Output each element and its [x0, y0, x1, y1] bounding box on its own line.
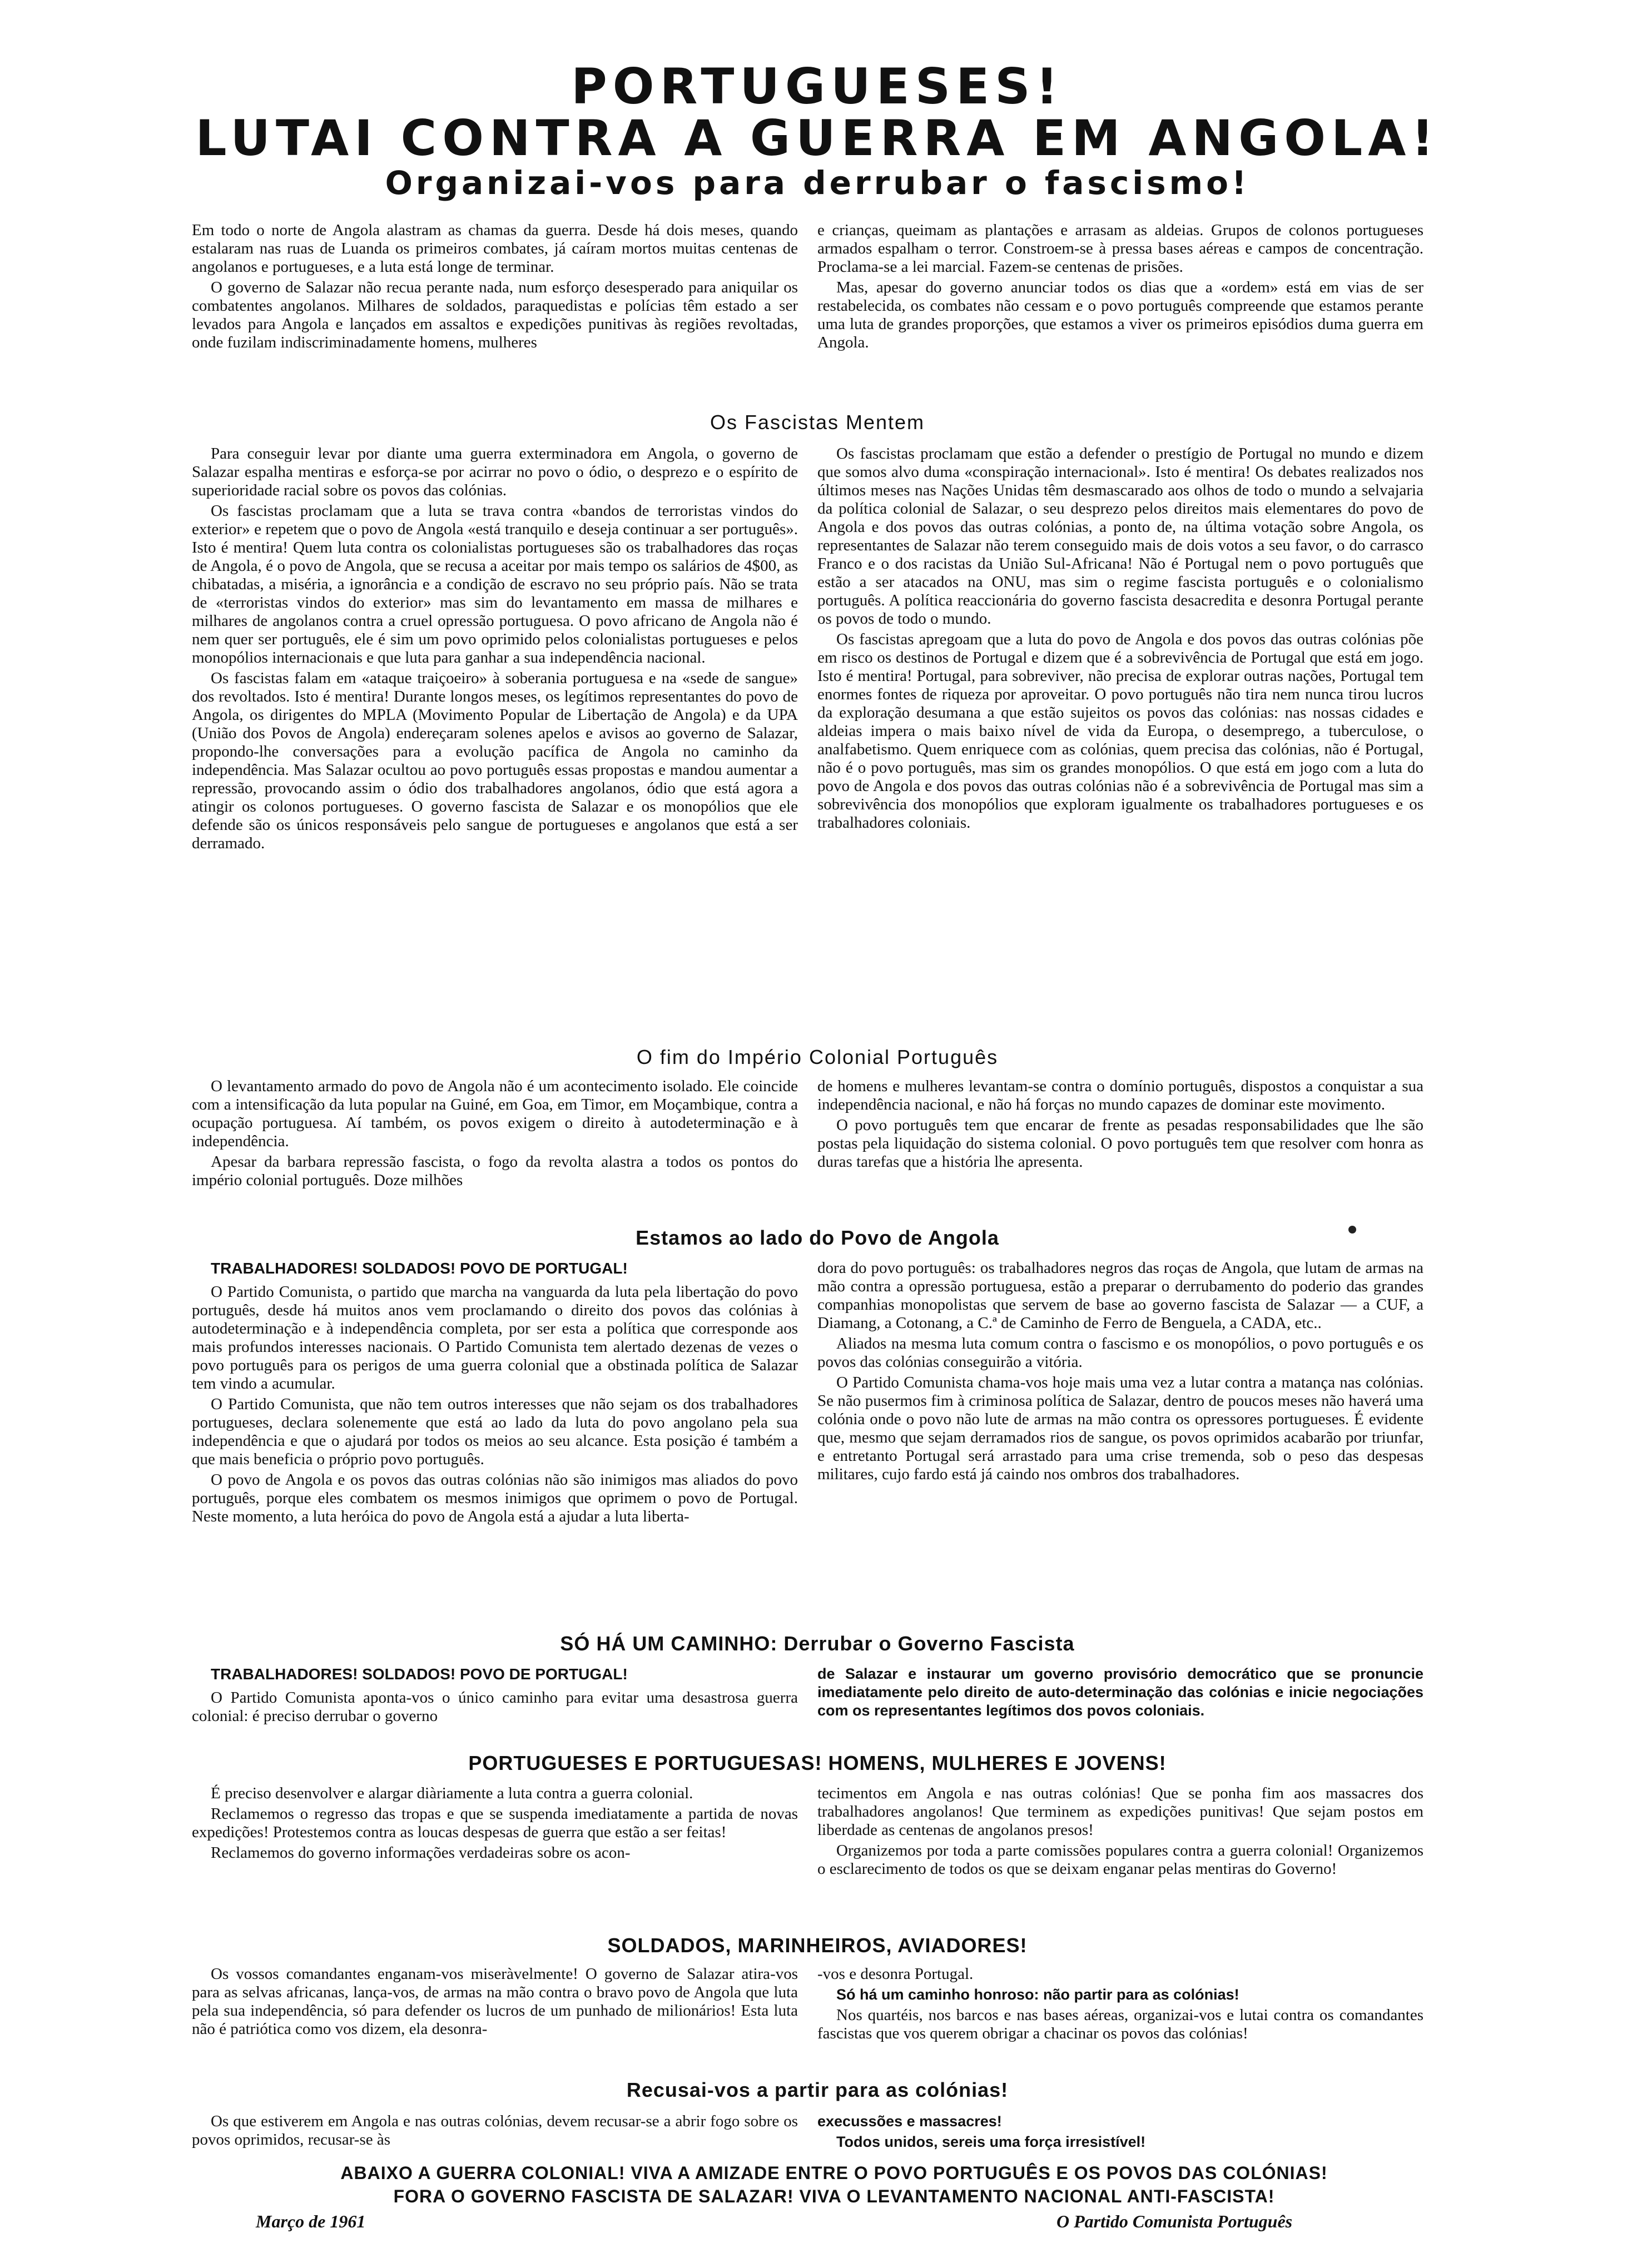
section1-left-column [192, 445, 798, 1034]
section-heading-portugueses-e-portuguesas: PORTUGUESES E PORTUGUESAS! HOMENS, MULHERES E JOVENS! [468, 1752, 1167, 1774]
section6-paragraph: Só há um caminho honroso: não partir para as colónias! [836, 1986, 1239, 2003]
section7-left-column [192, 2112, 798, 2162]
section1-paragraph: Os fascistas proclamam que estão a defender o prestígio de Portugal no mundo e dizem que somos alvo duma «conspiração internacional». Isto é mentira! Os debates realizados nos últimos meses nas Nações Unidas têm desmascarado aos olhos de todo o mundo a selvajaria da política colonial de Salazar, o seu desprezo pelos direitos mais elementares do povo de Angola e dos povos das outras colónias, a ponto de, na última votação sobre Angola, os representantes de Salazar não terem conseguido mais de dois votos a seu favor, o do carrasco Franco e o dos racistas da União Sul-Africana! Não é Portugal nem o povo português que estão a ser atacados na ONU, mas sim o regime fascista português e o colonialismo português. A política reaccionária do governo fascista desacredita e desonra Portugal perante os povos de todo o mundo. [817, 445, 1423, 628]
section2-paragraph: O povo português tem que encarar de frente as pesadas responsabilidades que lhe são postas pela liquidação do sistema colonial. O povo português tem que resolver com honra as duras tarefas que a história lhe apresenta. [817, 1116, 1423, 1171]
section3-paragraph: dora do povo português: os trabalhadores negros das roças de Angola, que lutam de armas na mão contra a opressão portuguesa, estão a preparar o derrubamento do poderio das grandes companhias monopolistas que servem de base ao governo fascista de Salazar — a CUF, a Diamang, a Cotonang, a C.ª de Caminho de Ferro de Benguela, a CADA, etc.. [817, 1259, 1423, 1332]
title-line-2: LUTAI CONTRA A GUERRA EM ANGOLA! [195, 110, 1440, 167]
section2-paragraph: O levantamento armado do povo de Angola não é um acontecimento isolado. Ele coincide com a intensificação da luta popular na Guiné, em Goa, em Timor, em Moçambique, contra a ocupação portuguesa. Aí também, os povos exigem o direito à autodeterminação e à independência. [192, 1077, 798, 1150]
section4-paragraph: O Partido Comunista aponta-vos o único caminho para evitar uma desastrosa guerra colonial: é preciso derrubar o governo [192, 1689, 798, 1725]
section3-right-column [817, 1259, 1423, 1637]
section4-paragraph: de Salazar e instaurar um governo provisório democrático que se pronuncie imediatamente pelo direito de auto-determinação das colónias e inicie negociações com os representantes legítimos dos povos coloniais. [817, 1665, 1423, 1719]
section1-paragraph: Os fascistas falam em «ataque traiçoeiro» à soberania portuguesa e na «sede de sangue» dos revoltados. Isto é mentira! Durante longos meses, os legítimos representantes do povo de Angola, os dirigentes do MPLA (Movimento Popular de Libertação de Angola) e da UPA (União dos Povos de Angola) endereçaram solenes apelos e avisos ao governo de Salazar, propondo-lhe conversações para a evolução pacífica de Angola no caminho da independência. Mas Salazar ocultou ao povo português essas propostas e mandou aumentar a repressão, provocando assim o ódio dos trabalhadores angolanos, ódio que está agora a atingir os colonos portugueses. O governo fascista de Salazar e os monopólios que ele defende são os únicos responsáveis pelo sangue de portugueses e angolanos que está a ser derramado. [192, 669, 798, 852]
section7-paragraph: Todos unidos, sereis uma força irresistível! [836, 2133, 1146, 2150]
section5-left-column [192, 1784, 798, 1934]
section1-right-column [817, 445, 1423, 1034]
section3-lead: TRABALHADORES! SOLDADOS! POVO DE PORTUGAL! [211, 1260, 628, 1277]
section7-right-column [817, 2112, 1423, 2162]
section4-right-column [817, 1665, 1423, 1748]
section2-paragraph: Apesar da barbara repressão fascista, o fogo da revolta alastra a todos os pontos do império colonial português. Doze milhões [192, 1153, 798, 1189]
footer-slogan-1: ABAIXO A GUERRA COLONIAL! VIVA A AMIZADE ENTRE O POVO PORTUGUÊS E OS POVOS DAS COLÓNIAS! [340, 2163, 1328, 2183]
intro-paragraph: Mas, apesar do governo anunciar todos os dias que a «ordem» está em vias de ser restabelecida, os combates não cessam e o povo português compreende que estamos perante uma luta de grandes proporções, que estamos a viver os primeiros episódios duma guerra em Angola. [817, 278, 1423, 351]
section5-paragraph: tecimentos em Angola e nas outras colónias! Que se ponha fim aos massacres dos trabalhadores angolanos! Que terminem as expedições punitivas! Que sejam postos em liberdade as centenas de angolanos presos! [817, 1784, 1423, 1839]
intro-paragraph: e crianças, queimam as plantações e arrasam as aldeias. Grupos de colonos portugueses armados espalham o terror. Constroem-se à pressa bases aéreas e campos de concentração. Proclama-se a lei marcial. Fazem-se centenas de prisões. [817, 221, 1423, 276]
section6-paragraph: Os vossos comandantes enganam-vos miseràvelmente! O governo de Salazar atira-vos para as selvas africanas, lança-vos, de armas na mão contra o bravo povo de Angola que luta pela sua independência, só para defender os lucros de um punhado de milionários! Esta luta não é patriótica como vos dizem, ela desonra- [192, 1965, 798, 2038]
section-heading-fascistas-mentem: Os Fascistas Mentem [710, 411, 925, 434]
section5-paragraph: Reclamemos do governo informações verdadeiras sobre os acon- [211, 1844, 631, 1862]
section-heading-estamos-ao-lado: Estamos ao lado do Povo de Angola [636, 1226, 999, 1249]
section-heading-fim-imperio: O fim do Império Colonial Português [636, 1046, 999, 1068]
section-heading-soldados-marinheiros: SOLDADOS, MARINHEIROS, AVIADORES! [607, 1934, 1028, 1957]
section4-left-column [192, 1665, 798, 1748]
section7-paragraph: execussões e massacres! [817, 2113, 1002, 2130]
section3-paragraph: Aliados na mesma luta comum contra o fascismo e os monopólios, o povo português e os povos das colónias conseguirão a vitória. [817, 1335, 1423, 1371]
intro-paragraph: Em todo o norte de Angola alastram as chamas da guerra. Desde há dois meses, quando estalaram nas ruas de Luanda os primeiros combates, já caíram mortos muitas centenas de angolanos e portugueses, e a luta está longe de terminar. [192, 221, 798, 276]
section3-paragraph: O Partido Comunista, o partido que marcha na vanguarda da luta pela libertação do povo português, desde há muitos anos vem proclamando o direito dos povos das colónias à autodeterminação e à independência completa, por ser esta a política que corresponde aos mais profundos interesses nacionais. O Partido Comunista tem alertado dezenas de vezes o povo português para os perigos de uma guerra colonial que a obstinada política de Salazar tem vindo a acumular. [192, 1283, 798, 1392]
section-heading-so-ha-um-caminho: SÓ HÁ UM CAMINHO: Derrubar o Governo Fascista [560, 1632, 1075, 1655]
section5-right-column [817, 1784, 1423, 1934]
section6-paragraph: Nos quartéis, nos barcos e nas bases aéreas, organizai-vos e lutai contra os comandantes fascistas que vos querem obrigar a chacinar os povos das colónias! [817, 2006, 1423, 2042]
section5-paragraph: Reclamemos o regresso das tropas e que se suspenda imediatamente a partida de novas expedições! Protestemos contra as loucas despesas de guerra que estão a ser feitas! [192, 1805, 798, 1841]
signature: O Partido Comunista Português [1056, 2211, 1293, 2231]
intro-right-column [817, 221, 1423, 405]
section1-paragraph: Os fascistas proclamam que a luta se trava contra «bandos de terroristas vindos do exterior» e repetem que o povo de Angola «está tranquilo e deseja continuar a ser português». Isto é mentira! Quem luta contra os colonialistas portugueses são os trabalhadores das roças de Angola, é o povo de Angola, que se recusa a aceitar por mais tempo os salários de 4$00, as chibatadas, a miséria, a ignorância e a condição de escravo no seu próprio país. Não se trata de «terroristas vindos do exterior» mas sim do levantamento em massa de milhares e milhares de angolanos contra a cruel opressão portuguesa. O povo africano de Angola não é nem quer ser português, ele é sim um povo oprimido pelos colonialistas portugueses e pelos monopólios internacionais e que luta para ganhar a sua independência nacional. [192, 502, 798, 667]
title-line-1: PORTUGUESES! [571, 58, 1064, 115]
section2-right-column [817, 1077, 1423, 1222]
section3-paragraph: O Partido Comunista, que não tem outros interesses que não sejam os dos trabalhadores portugueses, declara solenemente que está ao lado da luta do povo angolano pela sua independência e que o ajudará por todos os meios ao seu alcance. Esta posição é também a que mais beneficia o próprio povo português. [192, 1395, 798, 1468]
section-heading-recusai-vos: Recusai-vos a partir para as colónias! [626, 2078, 1009, 2101]
section2-paragraph: de homens e mulheres levantam-se contra o domínio português, dispostos a conquistar a sua independência nacional, e não há forças no mundo capazes de dominar este movimento. [817, 1077, 1423, 1113]
section4-lead: TRABALHADORES! SOLDADOS! POVO DE PORTUGAL! [211, 1665, 628, 1683]
section6-right-column [817, 1965, 1423, 2073]
section3-paragraph: O Partido Comunista chama-vos hoje mais uma vez a lutar contra a matança nas colónias. Se não pusermos fim à criminosa política de Salazar, dentro de poucos meses não haverá uma colónia onde o povo não lute de armas na mão contra os opressores portugueses. É evidente que, mesmo que sejam derramados rios de sangue, os povos oprimidos acabarão por triunfar, e entretanto Portugal será arrastado para uma crise tremenda, sob o peso das despesas militares, cujo fardo está já caindo nos ombros dos trabalhadores. [817, 1374, 1423, 1483]
section3-paragraph: O povo de Angola e os povos das outras colónias não são inimigos mas aliados do povo português, porque eles combatem os mesmos inimigos que oprimem o povo de Portugal. Neste momento, a luta heróica do povo de Angola está a ajudar a luta liberta- [192, 1471, 798, 1525]
section5-paragraph: Organizemos por toda a parte comissões populares contra a guerra colonial! Organizemos o esclarecimento de todos os que se deixam enganar pelas mentiras do Governo! [817, 1842, 1423, 1878]
section1-paragraph: Os fascistas apregoam que a luta do povo de Angola e dos povos das outras colónias põe em risco os destinos de Portugal e dizem que é a sobrevivência de Portugal que está em jogo. Isto é mentira! Portugal, para sobreviver, não precisa de explorar outras nações, Portugal tem enormes fontes de riqueza por aproveitar. O povo português não tira nem nunca tirou lucros da exploração desumana a que estão sujeitos os povos das colónias: nas nossas cidades e aldeias impera o mais baixo nível de vida da Europa, o desemprego, a tuberculose, o analfabetismo. Quem enriquece com as colónias, quem precisa das colónias, não é Portugal, não é o povo português, mas sim os grandes monopólios. O que está em jogo com a luta do povo de Angola e dos povos das outras colónias não é a sobrevivência de Portugal mas sim a sobrevivência dos monopólios que exploram igualmente os trabalhadores portugueses e os trabalhadores coloniais. [817, 630, 1423, 832]
section5-paragraph: É preciso desenvolver e alargar diàriamente a luta contra a guerra colonial. [211, 1784, 693, 1802]
section3-left-column [192, 1259, 798, 1637]
intro-paragraph: O governo de Salazar não recua perante nada, num esforço desesperado para aniquilar os combatentes angolanos. Milhares de soldados, paraquedistas e polícias têm estado a ser levados para Angola e lançados em assaltos e expedições punitivas às regiões revoltadas, onde fuzilam indiscriminadamente homens, mulheres [192, 278, 798, 351]
section6-paragraph: -vos e desonra Portugal. [817, 1965, 974, 1983]
section6-left-column [192, 1965, 798, 2073]
section7-paragraph: Os que estiverem em Angola e nas outras colónias, devem recusar-se a abrir fogo sobre os povos oprimidos, recusar-se às [192, 2112, 798, 2148]
ink-blot [1348, 1226, 1356, 1234]
intro-left-column [192, 221, 798, 405]
subtitle: Organizai-vos para derrubar o fascismo! [385, 164, 1250, 202]
publication-date: Março de 1961 [256, 2211, 366, 2231]
section2-left-column [192, 1077, 798, 1222]
footer-slogan-2: FORA O GOVERNO FASCISTA DE SALAZAR! VIVA O LEVANTAMENTO NACIONAL ANTI-FASCISTA! [393, 2186, 1275, 2206]
section1-paragraph: Para conseguir levar por diante uma guerra exterminadora em Angola, o governo de Salazar espalha mentiras e esforça-se por acirrar no povo o ódio, o desprezo e o espírito de superioridade racial sobre os povos das colónias. [192, 445, 798, 499]
